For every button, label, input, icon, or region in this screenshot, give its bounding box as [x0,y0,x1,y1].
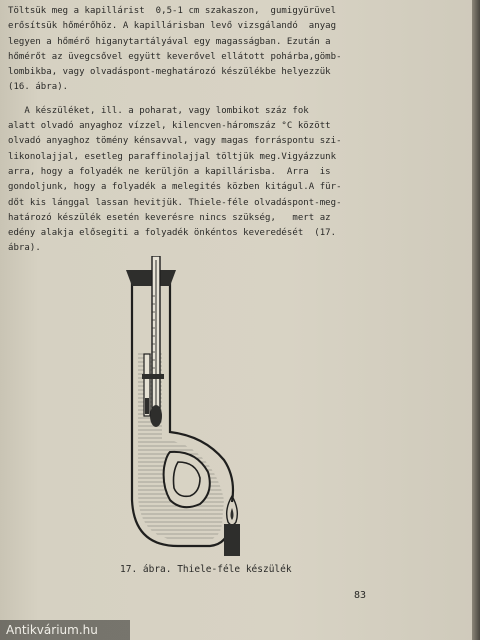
text-line: erősítsük hőmérőhöz. A kapillárisban levő vizsgálandó anyag [8,21,337,32]
text-line: lombikba, vagy olvadáspont-meghatározó készülékbe helyezzük [8,67,331,78]
rubber-ring [142,374,164,379]
text-line: A készüléket, ill. a poharat, vagy lombikot száz fok [8,105,309,116]
text-line: legyen a hőmérő higanytartályával egy magasságban. Ezután a [8,36,331,47]
text-line: (16. ábra). [8,82,69,93]
thermometer-bulb [150,405,162,427]
body-text [8,4,380,257]
burner [224,524,240,556]
text-line: dőt kis lánggal lassan hevitjük. Thiele-féle olvadáspont-meg- [8,197,342,208]
paragraph-2 [8,104,380,257]
text-line: edény alakja elősegiti a folyadék önkéntos keveredését (17. [8,228,337,239]
text-line: ábra). [8,243,41,254]
cork-stopper [126,270,176,286]
text-line: likonolajjal, esetleg paraffinolajjal töltjük meg.Vigyázzunk [8,151,337,162]
page-number: 83 [354,590,367,601]
text-line: alatt olvadó anyaghoz vízzel, kilencven-háromszáz °C között [8,121,331,132]
watermark: Antikvárium.hu [0,620,130,640]
text-line: olvadó anyaghoz tömény kénsavval, vagy magas forráspontu szi- [8,136,342,147]
liquid-fill [138,352,224,540]
text-line: hőmérőt az üvegcsővel együtt keverővel ellátott pohárba,gömb- [8,51,342,62]
text-line: Töltsük meg a kapillárist 0,5-1 cm szakaszon, gumigyürüvel [8,6,337,16]
text-line: gondoljunk, hogy a folyadék a melegités közben kitágul.A für- [8,182,342,193]
text-line: arra, hogy a folyadék ne kerüljön a kapillárisba. Arra is [8,166,331,177]
paragraph-1 [8,4,380,96]
book-spine-shadow [472,0,480,640]
text-line: határozó készülék esetén keverésre nincs szükség, mert az [8,212,331,223]
figure-caption: 17. ábra. Thiele-féle készülék [120,564,292,575]
thiele-apparatus-illustration [112,256,272,556]
